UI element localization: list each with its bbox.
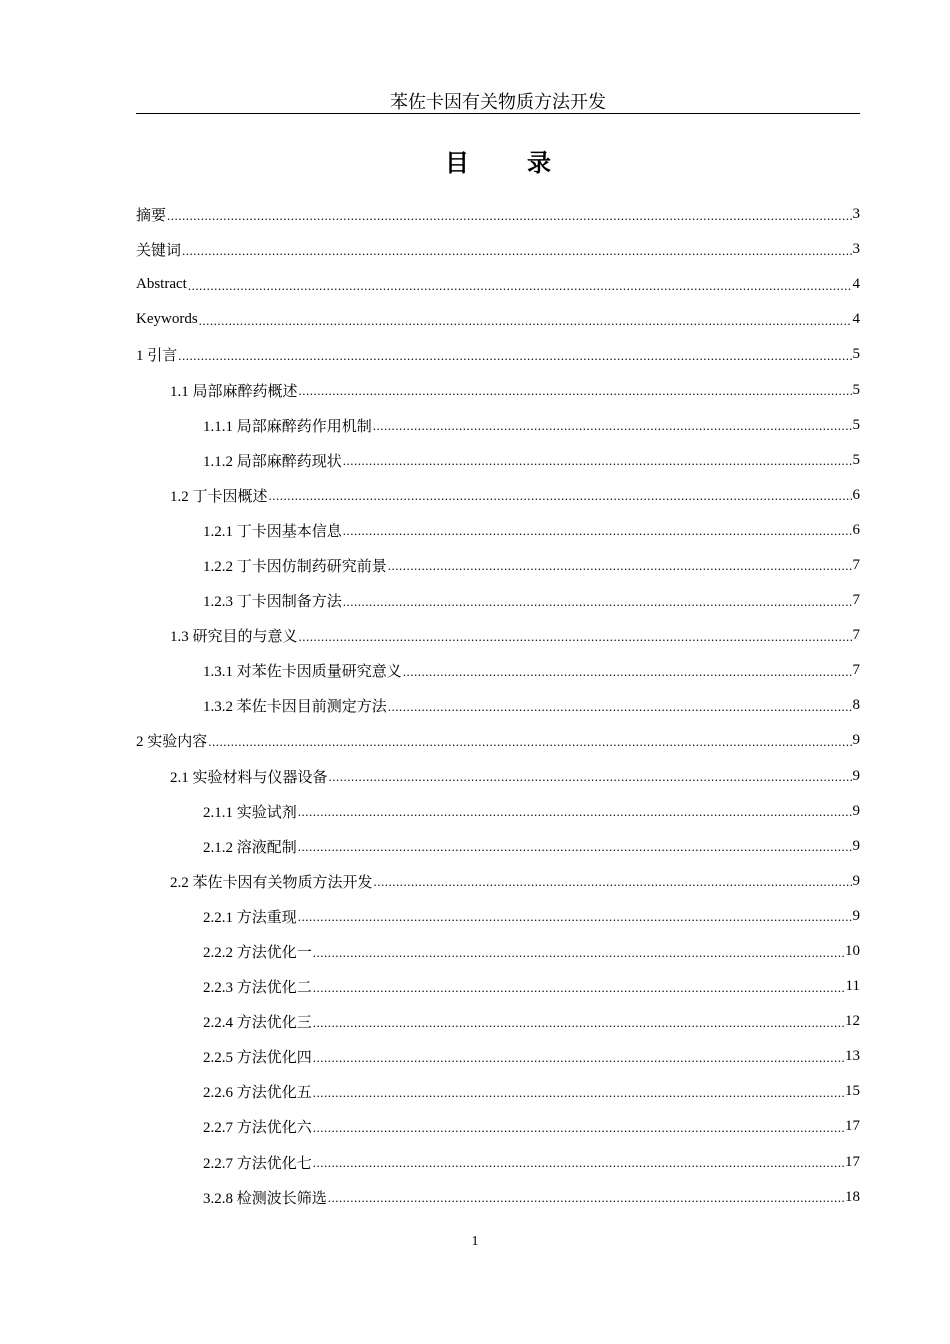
toc-entry-label: 1.2.3 丁卡因制备方法: [203, 594, 342, 611]
dot-leader: [188, 278, 852, 294]
toc-entry-page: 9: [852, 802, 860, 819]
dot-leader: [299, 629, 852, 645]
toc-entry[interactable]: [136, 548, 860, 583]
toc-entry-page: 4: [852, 311, 860, 328]
dot-leader: [299, 383, 852, 399]
toc-entry-label: Abstract: [136, 276, 187, 293]
toc-entry[interactable]: [136, 759, 860, 794]
toc-entry-page: 17: [845, 1118, 860, 1135]
dot-leader: [178, 348, 851, 364]
toc-entry-label: 1.1 局部麻醉药概述: [170, 383, 298, 400]
toc-entry-label: 2.2.7 方法优化七: [203, 1155, 312, 1172]
dot-leader: [313, 1155, 844, 1171]
toc-entry[interactable]: [136, 1004, 860, 1039]
toc-entry[interactable]: [136, 1109, 860, 1144]
toc-entry[interactable]: [136, 232, 860, 267]
dot-leader: [313, 1120, 844, 1136]
toc-entry-page: 5: [852, 451, 860, 468]
dot-leader: [313, 1015, 844, 1031]
toc-entry[interactable]: [136, 1074, 860, 1109]
toc-entry-page: 9: [852, 732, 860, 749]
toc-entry-page: 4: [852, 276, 860, 293]
toc-entry[interactable]: [136, 899, 860, 934]
toc-entry-page: 7: [852, 662, 860, 679]
toc-entry-page: 5: [852, 346, 860, 363]
toc-entry[interactable]: [136, 408, 860, 443]
toc-entry[interactable]: [136, 302, 860, 337]
dot-leader: [313, 980, 845, 996]
toc-entry[interactable]: [136, 653, 860, 688]
toc-entry[interactable]: [136, 1039, 860, 1074]
toc-entry-page: 3: [852, 241, 860, 258]
toc-title: [136, 146, 860, 180]
toc-entry-page: 12: [845, 1013, 860, 1030]
dot-leader: [298, 804, 852, 820]
dot-leader: [182, 243, 851, 259]
toc-entry-page: 7: [852, 556, 860, 573]
toc-entry-page: 10: [845, 943, 860, 960]
toc-entry-label: 2.2.4 方法优化三: [203, 1015, 312, 1032]
dot-leader: [313, 1085, 844, 1101]
toc-entry-label: 1.3.2 苯佐卡因目前测定方法: [203, 699, 387, 716]
toc-entry[interactable]: [136, 864, 860, 899]
toc-entry-label: 2.2.3 方法优化二: [203, 980, 312, 997]
toc-entry[interactable]: [136, 829, 860, 864]
dot-leader: [298, 909, 852, 925]
toc-entry-label: 摘要: [136, 208, 167, 225]
toc-entry[interactable]: [136, 794, 860, 829]
toc-entry[interactable]: [136, 513, 860, 548]
table-of-contents: [136, 197, 860, 1215]
toc-entry[interactable]: [136, 1145, 860, 1180]
toc-entry-label: 1.1.1 局部麻醉药作用机制: [203, 418, 372, 435]
toc-entry-label: 2.1.1 实验试剂: [203, 804, 297, 821]
toc-entry-page: 13: [845, 1048, 860, 1065]
toc-entry[interactable]: [136, 337, 860, 372]
dot-leader: [388, 558, 852, 574]
page-number: 1: [471, 1234, 479, 1249]
dot-leader: [269, 488, 852, 504]
toc-entry-label: 1.2.2 丁卡因仿制药研究前景: [203, 558, 387, 575]
toc-entry-page: 5: [852, 416, 860, 433]
toc-entry-label: 2.2 苯佐卡因有关物质方法开发: [170, 874, 373, 891]
running-header: 苯佐卡因有关物质方法开发: [390, 92, 606, 112]
toc-entry-label: 2.1 实验材料与仪器设备: [170, 769, 328, 786]
toc-entry[interactable]: [136, 583, 860, 618]
dot-leader: [343, 523, 852, 539]
dot-leader: [343, 594, 852, 610]
dot-leader: [374, 874, 852, 890]
dot-leader: [373, 418, 852, 434]
toc-entry-label: 1.1.2 局部麻醉药现状: [203, 453, 342, 470]
dot-leader: [403, 664, 852, 680]
toc-entry[interactable]: [136, 723, 860, 758]
toc-entry-label: 1.3.1 对苯佐卡因质量研究意义: [203, 664, 402, 681]
toc-entry[interactable]: [136, 618, 860, 653]
toc-entry[interactable]: [136, 267, 860, 302]
toc-entry[interactable]: [136, 969, 860, 1004]
toc-entry-page: 9: [852, 767, 860, 784]
dot-leader: [388, 699, 852, 715]
toc-title-char-2: 录: [527, 149, 551, 177]
toc-entry-label: 3.2.8 检测波长筛选: [203, 1190, 327, 1207]
toc-entry-label: 1.3 研究目的与意义: [170, 629, 298, 646]
toc-entry-page: 6: [852, 486, 860, 503]
toc-entry-label: 1.2 丁卡因概述: [170, 488, 268, 505]
dot-leader: [328, 1190, 844, 1206]
toc-entry-page: 7: [852, 627, 860, 644]
toc-entry[interactable]: [136, 1180, 860, 1215]
toc-entry[interactable]: [136, 934, 860, 969]
toc-entry[interactable]: [136, 372, 860, 407]
toc-entry-label: 2.2.1 方法重现: [203, 909, 297, 926]
toc-entry-page: 9: [852, 837, 860, 854]
toc-entry-label: 1.2.1 丁卡因基本信息: [203, 523, 342, 540]
header-rule: [136, 113, 860, 114]
toc-entry-label: 1 引言: [136, 348, 178, 365]
toc-entry-label: 2 实验内容: [136, 734, 208, 751]
toc-entry-page: 3: [852, 206, 860, 223]
dot-leader: [313, 1050, 844, 1066]
toc-entry-label: 2.2.2 方法优化一: [203, 945, 312, 962]
toc-entry-page: 11: [845, 978, 860, 995]
dot-leader: [167, 208, 851, 224]
toc-entry-label: Keywords: [136, 311, 198, 328]
toc-title-char-1: 目: [445, 149, 469, 177]
toc-entry-page: 17: [845, 1153, 860, 1170]
dot-leader: [298, 839, 852, 855]
toc-entry[interactable]: [136, 443, 860, 478]
toc-entry-label: 2.2.7 方法优化六: [203, 1120, 312, 1137]
toc-entry[interactable]: [136, 688, 860, 723]
toc-entry-page: 9: [852, 872, 860, 889]
toc-entry-page: 18: [845, 1188, 860, 1205]
toc-entry[interactable]: [136, 197, 860, 232]
toc-entry-label: 关键词: [136, 243, 182, 260]
toc-entry[interactable]: [136, 478, 860, 513]
toc-entry-page: 7: [852, 592, 860, 609]
dot-leader: [199, 313, 852, 329]
toc-entry-label: 2.2.5 方法优化四: [203, 1050, 312, 1067]
toc-entry-label: 2.1.2 溶液配制: [203, 839, 297, 856]
toc-entry-page: 8: [852, 697, 860, 714]
dot-leader: [313, 945, 844, 961]
dot-leader: [343, 453, 852, 469]
dot-leader: [208, 734, 851, 750]
toc-entry-page: 9: [852, 907, 860, 924]
dot-leader: [329, 769, 852, 785]
toc-entry-page: 15: [845, 1083, 860, 1100]
toc-entry-page: 5: [852, 381, 860, 398]
toc-entry-label: 2.2.6 方法优化五: [203, 1085, 312, 1102]
toc-entry-page: 6: [852, 521, 860, 538]
